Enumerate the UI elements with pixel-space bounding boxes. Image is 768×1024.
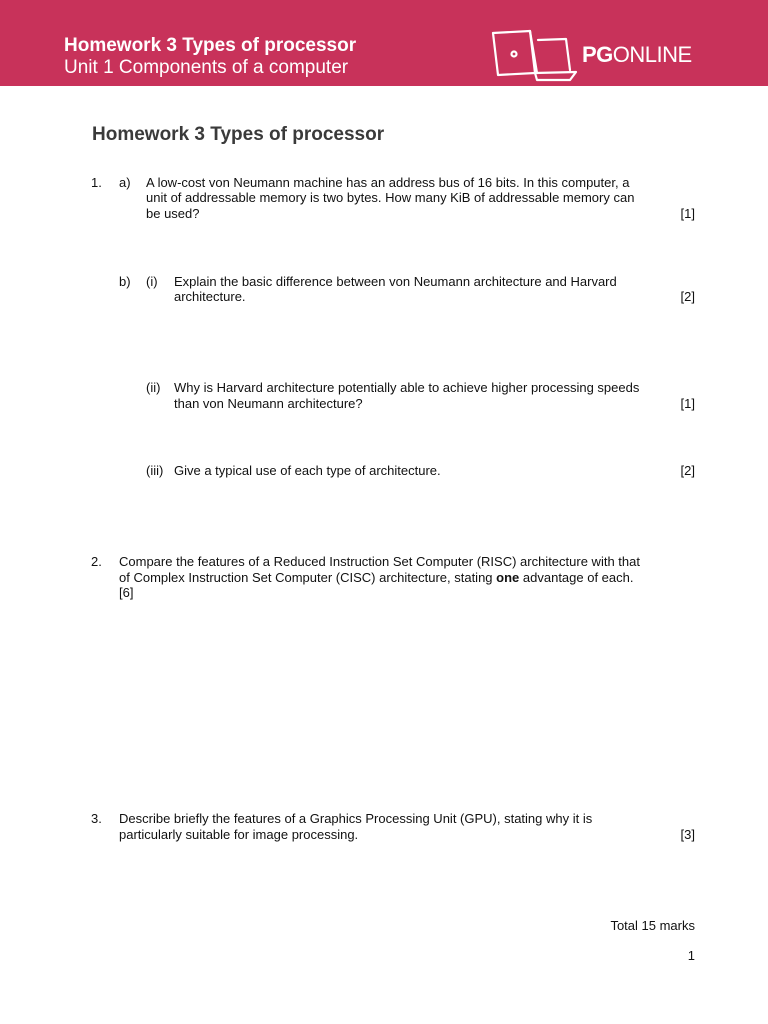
laptop-icon [490, 28, 580, 82]
q3-marks: [3] [680, 827, 695, 842]
q2-marks: [6] [119, 585, 134, 600]
q1-number: 1. [91, 175, 102, 190]
q1a-label: a) [119, 175, 131, 190]
document-title: Homework 3 Types of processor [92, 124, 385, 145]
q1biii-label: (iii) [146, 463, 164, 478]
q2-number: 2. [91, 554, 102, 569]
header-subtitle: Unit 1 Components of a computer [64, 57, 349, 78]
q1bii-label: (ii) [146, 380, 161, 395]
q2-emphasis: one [496, 570, 520, 585]
q1bi-text-line2: architecture. [174, 289, 246, 304]
q1bi-marks: [2] [680, 289, 695, 304]
header-banner [0, 0, 768, 86]
q1bii-text-line1: Why is Harvard architecture potentially able to achieve higher processing speeds [174, 380, 640, 395]
q3-text-line2: particularly suitable for image processing. [119, 827, 359, 842]
total-marks: Total 15 marks [610, 918, 695, 933]
q1b-label: b) [119, 274, 131, 289]
q1bi-text-line1: Explain the basic difference between von Neumann architecture and Harvard [174, 274, 617, 289]
pg-online-logo [490, 28, 710, 82]
q1a-text-line2: unit of addressable memory is two bytes. How many KiB of addressable memory can [146, 190, 635, 205]
q1bii-text-line2: than von Neumann architecture? [174, 396, 363, 411]
q1a-text-line1: A low-cost von Neumann machine has an address bus of 16 bits. In this computer, a [146, 175, 630, 190]
q1a-marks: [1] [680, 206, 695, 221]
q3-number: 3. [91, 811, 102, 826]
q3-text-line1: Describe briefly the features of a Graphics Processing Unit (GPU), stating why it is [119, 811, 593, 826]
header-title: Homework 3 Types of processor [64, 35, 357, 56]
q1bi-label: (i) [146, 274, 158, 289]
q1biii-text: Give a typical use of each type of architecture. [174, 463, 441, 478]
q2-text-line1: Compare the features of a Reduced Instruction Set Computer (RISC) architecture with that [119, 554, 640, 569]
q2-text-line2: of Complex Instruction Set Computer (CISC) architecture, stating one advantage of each. [119, 570, 634, 585]
q1bii-marks: [1] [680, 396, 695, 411]
q1biii-marks: [2] [680, 463, 695, 478]
q1a-text-line3: be used? [146, 206, 200, 221]
logo-wordmark: PGONLINE [582, 42, 692, 67]
page-number: 1 [687, 948, 695, 963]
